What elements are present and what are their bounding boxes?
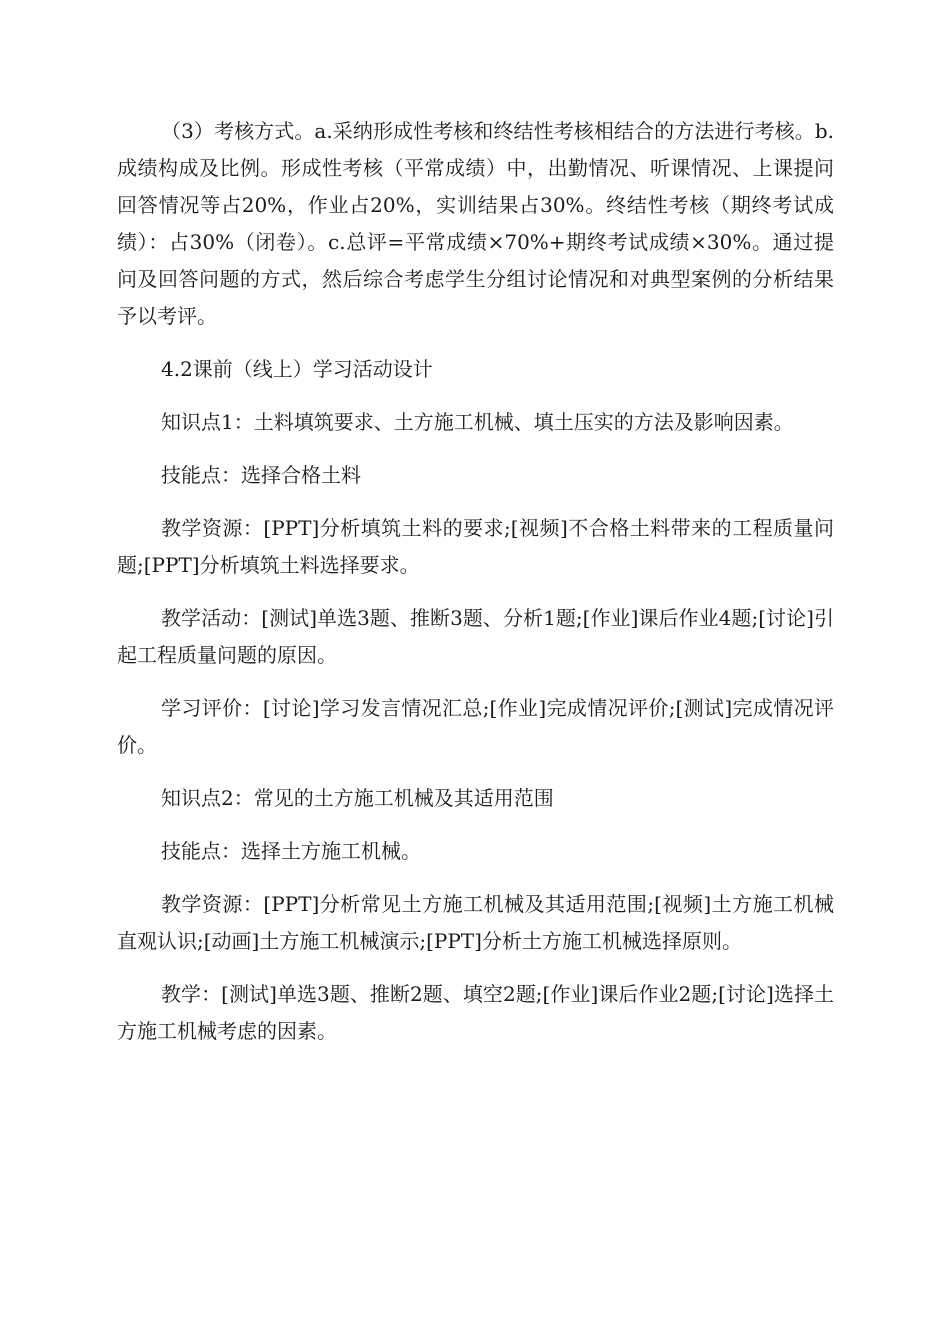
knowledge-point-2: 知识点2：常见的土方施工机械及其适用范围 xyxy=(161,786,554,810)
teaching-resources-1: 教学资源：[PPT]分析填筑土料的要求;[视频]不合格土料带来的工程质量问题;[PPT]分析填筑土料选择要求。 xyxy=(117,516,834,577)
section-heading-4-2: 4.2课前（线上）学习活动设计 xyxy=(161,357,433,381)
document-page xyxy=(117,113,834,1066)
learning-evaluation-1: 学习评价：[讨论]学习发言情况汇总;[作业]完成情况评价;[测试]完成情况评价。 xyxy=(117,696,834,757)
teaching-activities-2: 教学：[测试]单选3题、推断2题、填空2题;[作业]课后作业2题;[讨论]选择土方施工机械考虑的因素。 xyxy=(117,982,834,1043)
assessment-method-paragraph: （3）考核方式。a.采纳形成性考核和终结性考核相结合的方法进行考核。b.成绩构成及比例。形成性考核（平常成绩）中，出勤情况、听课情况、上课提问回答情况等占20%，作业占20%，实训结果占30%。终结性考核（期终考试成绩）：占30%（闭卷）。c.总评=平常成绩×70%+期终考试成绩×30%。通过提问及回答问题的方式，然后综合考虑学生分组讨论情况和对典型案例的分析结果予以考评。 xyxy=(117,119,834,328)
knowledge-point-1: 知识点1：土料填筑要求、土方施工机械、填土压实的方法及影响因素。 xyxy=(161,410,794,434)
teaching-resources-2: 教学资源：[PPT]分析常见土方施工机械及其适用范围;[视频]土方施工机械直观认识;[动画]土方施工机械演示;[PPT]分析土方施工机械选择原则。 xyxy=(117,892,834,953)
skill-point-2: 技能点：选择土方施工机械。 xyxy=(161,839,421,863)
teaching-activities-1: 教学活动：[测试]单选3题、推断3题、分析1题;[作业]课后作业4题;[讨论]引起工程质量问题的原因。 xyxy=(117,606,834,667)
skill-point-1: 技能点：选择合格土料 xyxy=(161,463,361,487)
